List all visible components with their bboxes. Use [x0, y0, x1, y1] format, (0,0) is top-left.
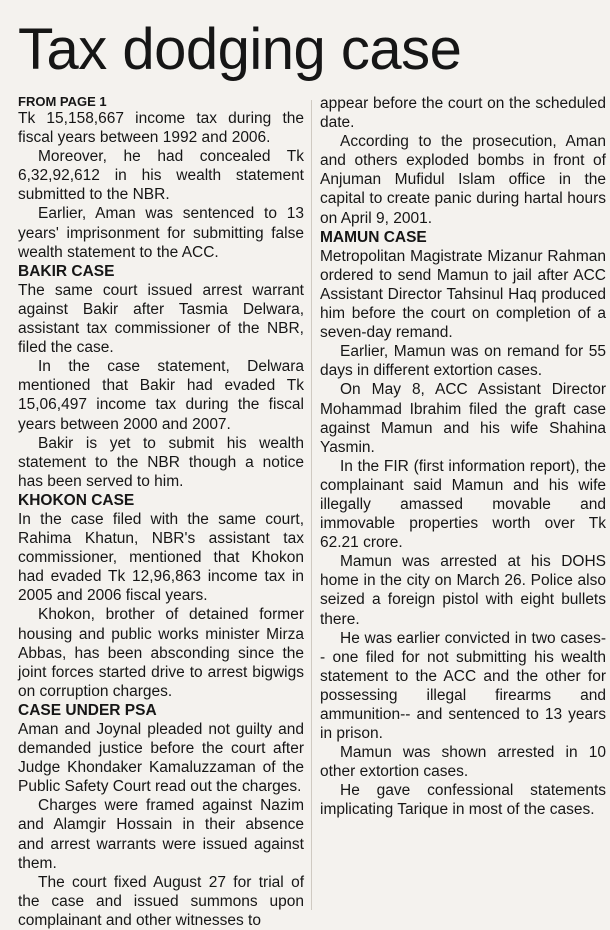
paragraph: In the FIR (first information report), the complainant said Mamun and his wife illegally amassed movable and immovable properties worth over Tk 62.21 crore. — [320, 457, 606, 552]
paragraph: He gave confessional statements implicating Tarique in most of the cases. — [320, 782, 606, 819]
section-heading: CASE UNDER PSA — [18, 701, 157, 719]
paragraph: appear before the court on the scheduled date. — [320, 95, 606, 132]
paragraph: The court fixed August 27 for trial of the case and issued summons upon complainant and other witnesses to — [18, 873, 304, 929]
section-heading: MAMUN CASE — [320, 228, 427, 246]
paragraph: In the case filed with the same court, Rahima Khatun, NBR's assistant tax commissioner, mentioned that Khokon had evaded Tk 12,96,863 income tax in 2005 and 2006 fiscal years. — [18, 510, 304, 605]
paragraph: Moreover, he had concealed Tk 6,32,92,612 in his wealth statement submitted to the NBR. — [18, 148, 304, 204]
paragraph: He was earlier convicted in two cases-- one filed for not submitting his wealth statement to the ACC and the other for possessing illegal firearms and ammunition-- and sentenced to 13 years in prison. — [320, 629, 606, 743]
paragraph: The same court issued arrest warrant against Bakir after Tasmia Delwara, assistant tax commissioner of the NBR, filed the case. — [18, 281, 304, 357]
from-page-label: FROM PAGE 1 — [18, 94, 107, 109]
paragraph: Bakir is yet to submit his wealth statement to the NBR though a notice has been served to him. — [18, 434, 304, 490]
paragraph: Mamun was shown arrested in 10 other extortion cases. — [320, 744, 606, 781]
section-heading: BAKIR CASE — [18, 262, 115, 280]
paragraph: Mamun was arrested at his DOHS home in the city on March 26. Police also seized a foreign pistol with eight bullets there. — [320, 553, 606, 628]
paragraph: Tk 15,158,667 income tax during the fiscal years between 1992 and 2006. — [18, 110, 304, 147]
paragraph: On May 8, ACC Assistant Director Mohammad Ibrahim filed the graft case against Mamun and his wife Shahina Yasmin. — [320, 381, 606, 456]
left-column — [18, 94, 304, 930]
paragraph: According to the prosecution, Aman and others exploded bombs in front of Anjuman Mufidul Islam office in the capital to create panic during hartal hours on April 9, 2001. — [320, 133, 606, 227]
right-column — [320, 94, 606, 820]
headline: Tax dodging case — [18, 17, 462, 82]
paragraph: In the case statement, Delwara mentioned that Bakir had evaded Tk 15,06,497 income tax during the fiscal years between 2000 and 2007. — [18, 358, 304, 433]
paragraph: Charges were framed against Nazim and Alamgir Hossain in their absence and arrest warrants were issued against them. — [18, 797, 304, 872]
paragraph: Aman and Joynal pleaded not guilty and demanded justice before the court after Judge Khondaker Kamaluzzaman of the Public Safety Court read out the charges. — [18, 721, 304, 796]
section-heading: KHOKON CASE — [18, 491, 135, 509]
column-divider — [311, 100, 312, 910]
right-column-body — [320, 94, 606, 820]
paragraph: Earlier, Mamun was on remand for 55 days in different extortion cases. — [320, 343, 606, 380]
paragraph: Khokon, brother of detained former housing and public works minister Mirza Abbas, has been absconding since the joint forces started drive to arrest bigwigs on corruption charges. — [18, 606, 304, 700]
paragraph: Earlier, Aman was sentenced to 13 years' imprisonment for submitting false wealth statement to the ACC. — [18, 205, 304, 261]
paragraph: Metropolitan Magistrate Mizanur Rahman ordered to send Mamun to jail after ACC Assistant Director Tahsinul Haq produced him before the court on completion of a seven-day remand. — [320, 247, 606, 342]
left-column-body — [18, 109, 304, 930]
